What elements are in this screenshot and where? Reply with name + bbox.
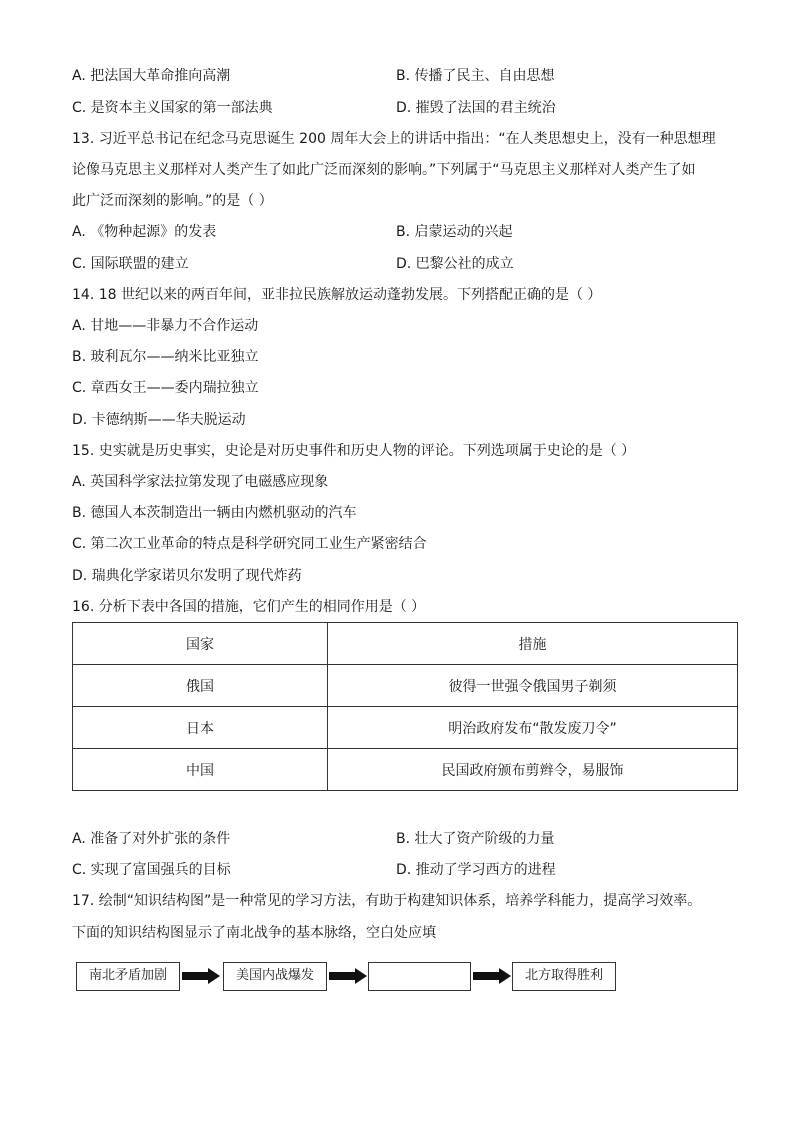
table-cell-measure: 明治政府发布“散发废刀令” [328, 707, 738, 749]
q13-option-d[interactable]: D. 巴黎公社的成立 [396, 256, 514, 272]
table-cell-country: 俄国 [73, 665, 328, 707]
q15-option-a[interactable]: A. 英国科学家法拉第发现了电磁感应现象 [72, 474, 329, 490]
right-arrow-icon [329, 968, 367, 984]
q15-stem: 15. 史实就是历史事实，史论是对历史事件和历史人物的评论。下列选项属于史论的是（ ） [72, 443, 636, 459]
q16-options-row-1 [72, 829, 742, 849]
q12-option-c[interactable]: C. 是资本主义国家的第一部法典 [72, 100, 273, 116]
flow-box-north-victory: 北方取得胜利 [512, 962, 616, 991]
table-cell-country: 中国 [73, 749, 328, 791]
table-row [73, 749, 738, 791]
q17-stem-line-1: 17. 绘制“知识结构图”是一种常见的学习方法，有助于构建知识体系，培养学科能力，提高学习效率。 [72, 893, 702, 909]
q14-option-d[interactable]: D. 卡德纳斯——华夫脱运动 [72, 412, 246, 428]
q12-option-a[interactable]: A. 把法国大革命推向高潮 [72, 68, 231, 84]
flow-box-north-south-conflict: 南北矛盾加剧 [76, 962, 180, 991]
q14-option-c[interactable]: C. 章西女王——委内瑞拉独立 [72, 380, 259, 396]
q14-option-a[interactable]: A. 甘地——非暴力不合作运动 [72, 318, 259, 334]
q12-option-d[interactable]: D. 摧毁了法国的君主统治 [396, 100, 556, 116]
q15-option-c[interactable]: C. 第二次工业革命的特点是科学研究同工业生产紧密结合 [72, 536, 427, 552]
right-arrow-icon [473, 968, 511, 984]
q12-options-row-1 [72, 66, 742, 86]
q14-option-b[interactable]: B. 玻利瓦尔——纳米比亚独立 [72, 349, 259, 365]
q16-option-d[interactable]: D. 推动了学习西方的进程 [396, 862, 556, 878]
table-header-measure: 措施 [328, 623, 738, 665]
table-cell-country: 日本 [73, 707, 328, 749]
q13-option-c[interactable]: C. 国际联盟的建立 [72, 256, 189, 272]
q13-options-row-2 [72, 254, 742, 274]
q12-option-b[interactable]: B. 传播了民主、自由思想 [396, 68, 555, 84]
q16-options-row-2 [72, 860, 742, 880]
q15-option-d[interactable]: D. 瑞典化学家诺贝尔发明了现代炸药 [72, 568, 302, 584]
q16-stem: 16. 分析下表中各国的措施，它们产生的相同作用是（ ） [72, 599, 426, 615]
table-header-row [73, 623, 738, 665]
table-cell-measure: 民国政府颁布剪辫令，易服饰 [328, 749, 738, 791]
table-row [73, 665, 738, 707]
table-cell-measure: 彼得一世强令俄国男子剃须 [328, 665, 738, 707]
q15-option-b[interactable]: B. 德国人本茨制造出一辆由内燃机驱动的汽车 [72, 505, 357, 521]
q13-option-a[interactable]: A. 《物种起源》的发表 [72, 224, 217, 240]
q13-options-row-1 [72, 222, 742, 242]
q13-stem-line-1: 13. 习近平总书记在纪念马克思诞生 200 周年大会上的讲话中指出：“在人类思想史上，没有一种思想理 [72, 131, 716, 147]
q16-measures-table [72, 622, 738, 791]
table-row [73, 707, 738, 749]
table-header-country: 国家 [73, 623, 328, 665]
right-arrow-icon [182, 968, 220, 984]
q16-option-b[interactable]: B. 壮大了资产阶级的力量 [396, 831, 555, 847]
q12-options-row-2 [72, 98, 742, 118]
q16-option-a[interactable]: A. 准备了对外扩张的条件 [72, 831, 231, 847]
q13-stem-line-3: 此广泛而深刻的影响。”的是（ ） [72, 193, 273, 209]
flow-box-blank-answer[interactable] [368, 962, 471, 991]
flow-box-civil-war-outbreak: 美国内战爆发 [223, 962, 327, 991]
q13-stem-line-2: 论像马克思主义那样对人类产生了如此广泛而深刻的影响。”下列属于“马克思主义那样对人类产生了如 [72, 162, 696, 178]
q14-stem: 14. 18 世纪以来的两百年间，亚非拉民族解放运动蓬勃发展。下列搭配正确的是（ ） [72, 287, 602, 303]
q16-option-c[interactable]: C. 实现了富国强兵的目标 [72, 862, 231, 878]
q13-option-b[interactable]: B. 启蒙运动的兴起 [396, 224, 513, 240]
q17-stem-line-2: 下面的知识结构图显示了南北战争的基本脉络，空白处应填 [72, 925, 436, 941]
